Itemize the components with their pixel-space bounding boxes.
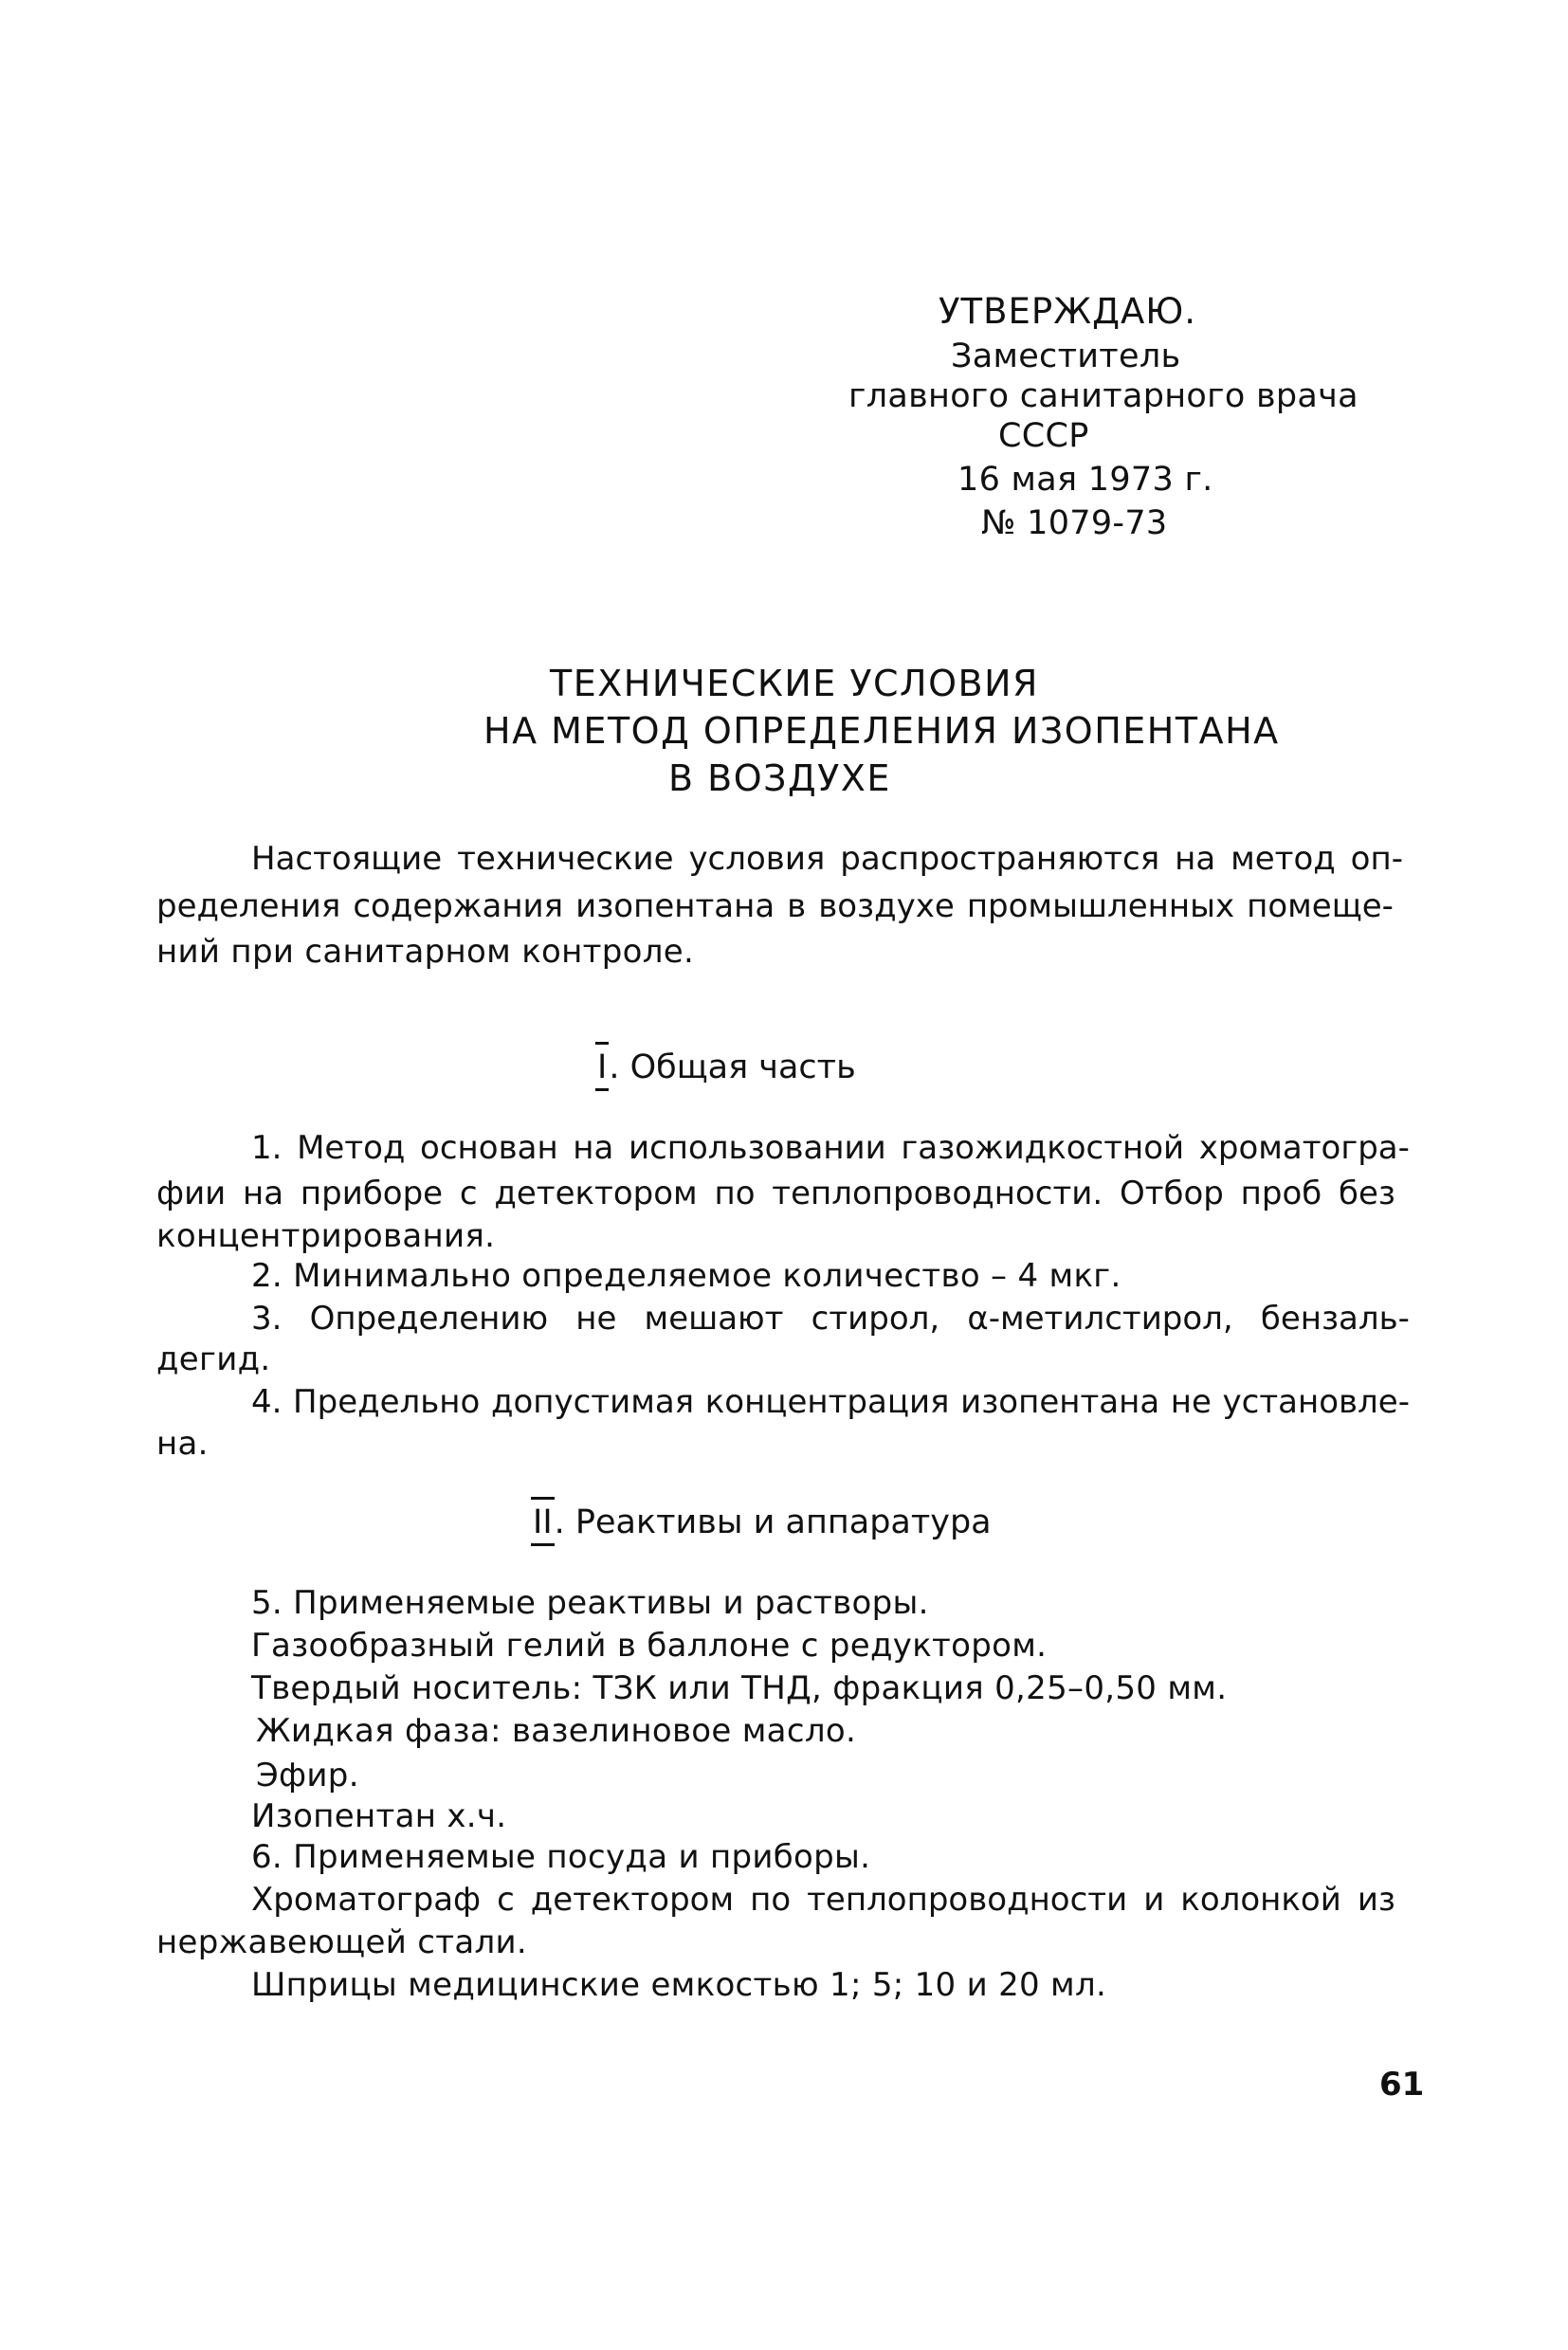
word: использовании (628, 1129, 886, 1167)
word: промышленных (966, 887, 1235, 925)
item-4-line-1 (251, 1382, 1410, 1422)
intro-line-3: ний при санитарном контроле. (156, 933, 695, 971)
word: 4. (251, 1383, 283, 1421)
word: Предельно (293, 1383, 481, 1421)
approval-position: Заместитель (951, 337, 1181, 375)
word: без (1339, 1175, 1395, 1212)
item-3-line-1 (251, 1299, 1410, 1339)
reagent-liquid-phase: Жидкая фаза: вазелиновое масло. (256, 1712, 857, 1750)
word: 3. (251, 1300, 283, 1338)
word: технические (457, 840, 674, 878)
word: детектором (530, 1881, 735, 1919)
item-2: 2. Минимально определяемое количество – 4 мкг. (251, 1257, 1121, 1295)
section-2-title: . Реактивы и аппаратура (554, 1503, 992, 1541)
word: приборе (300, 1175, 444, 1212)
equipment-syringes: Шприцы медицинские емкостью 1; 5; 10 и 20 мл. (251, 1966, 1107, 2004)
word: Настоящие (251, 840, 443, 878)
word: содержания (353, 887, 564, 925)
word: Метод (297, 1129, 406, 1167)
section-2-numeral: II (533, 1503, 553, 1541)
word: в (787, 887, 807, 925)
word: изопентана (960, 1383, 1160, 1421)
word: по (714, 1175, 756, 1212)
word: Определению (309, 1300, 549, 1338)
word: теплопроводности (807, 1881, 1128, 1919)
approval-date: 16 мая 1973 г. (957, 461, 1213, 499)
word: изопентана (575, 887, 775, 925)
approval-title: УТВЕРЖДАЮ. (939, 291, 1196, 332)
section-1-title: . Общая часть (609, 1048, 856, 1086)
word: α-метилстирол, (967, 1300, 1233, 1338)
word: Отбор (1119, 1175, 1224, 1212)
word: бензаль- (1260, 1300, 1410, 1338)
reagent-gas: Газообразный гелий в баллоне с редуктором. (251, 1627, 1048, 1665)
equipment-chromatograph-line-1 (251, 1880, 1395, 1920)
word: 1. (251, 1129, 283, 1167)
item-1-line-3: концентрирования. (156, 1217, 496, 1255)
title-line-3: В ВОЗДУХЕ (668, 757, 891, 799)
word: и (1143, 1881, 1165, 1919)
word: допустимая (490, 1383, 695, 1421)
word: основан (420, 1129, 558, 1167)
item-4-line-2: на. (156, 1425, 209, 1463)
word: метод (1231, 840, 1336, 878)
word: детектором (494, 1175, 698, 1212)
item-3-line-2: дегид. (156, 1340, 271, 1378)
word: на (1175, 840, 1216, 878)
word: не (575, 1300, 617, 1338)
title-line-2: НА МЕТОД ОПРЕДЕЛЕНИЯ ИЗОПЕНТАНА (483, 710, 1280, 752)
word: с (497, 1881, 515, 1919)
reagent-isopentane: Изопентан х.ч. (251, 1797, 507, 1835)
reagent-ether: Эфир. (256, 1757, 359, 1794)
section-1-heading (595, 1047, 856, 1087)
word: фии (156, 1175, 227, 1212)
word: установле- (1222, 1383, 1410, 1421)
word: теплопроводности. (772, 1175, 1103, 1212)
word: по (750, 1881, 792, 1919)
word: оп- (1350, 840, 1403, 878)
word: мешают (644, 1300, 784, 1338)
item-5: 5. Применяемые реактивы и растворы. (251, 1584, 929, 1622)
word: помеще- (1247, 887, 1394, 925)
word: колонкой (1180, 1881, 1341, 1919)
approval-number: № 1079-73 (981, 504, 1168, 542)
section-1-numeral: I (597, 1048, 608, 1086)
approval-country: СССР (998, 417, 1089, 455)
word: распространяются (840, 840, 1160, 878)
item-1-line-1 (251, 1128, 1410, 1168)
word: концентрация (704, 1383, 950, 1421)
word: из (1357, 1881, 1395, 1919)
word: Хроматограф (251, 1881, 482, 1919)
word: воздухе (818, 887, 955, 925)
intro-line-2 (156, 886, 1394, 926)
word: ределения (156, 887, 341, 925)
page-number: 61 (1379, 2066, 1425, 2104)
word: хроматогра- (1198, 1129, 1410, 1167)
item-1-line-2 (156, 1174, 1395, 1213)
word: на (573, 1129, 614, 1167)
word: не (1170, 1383, 1212, 1421)
word: на (243, 1175, 284, 1212)
item-6: 6. Применяемые посуда и приборы. (251, 1838, 871, 1876)
word: стирол, (811, 1300, 940, 1338)
equipment-chromatograph-line-2: нержавеющей стали. (156, 1923, 527, 1961)
word: проб (1240, 1175, 1322, 1212)
approval-position-detail: главного санитарного врача (848, 377, 1358, 415)
section-2-heading (531, 1503, 992, 1542)
title-line-1: ТЕХНИЧЕСКИЕ УСЛОВИЯ (550, 663, 1039, 704)
reagent-carrier: Твердый носитель: ТЗК или ТНД, фракция 0,25–0,50 мм. (251, 1669, 1228, 1707)
word: условия (688, 840, 826, 878)
word: с (459, 1175, 478, 1212)
word: газожидкостной (901, 1129, 1185, 1167)
intro-line-1 (251, 839, 1403, 879)
